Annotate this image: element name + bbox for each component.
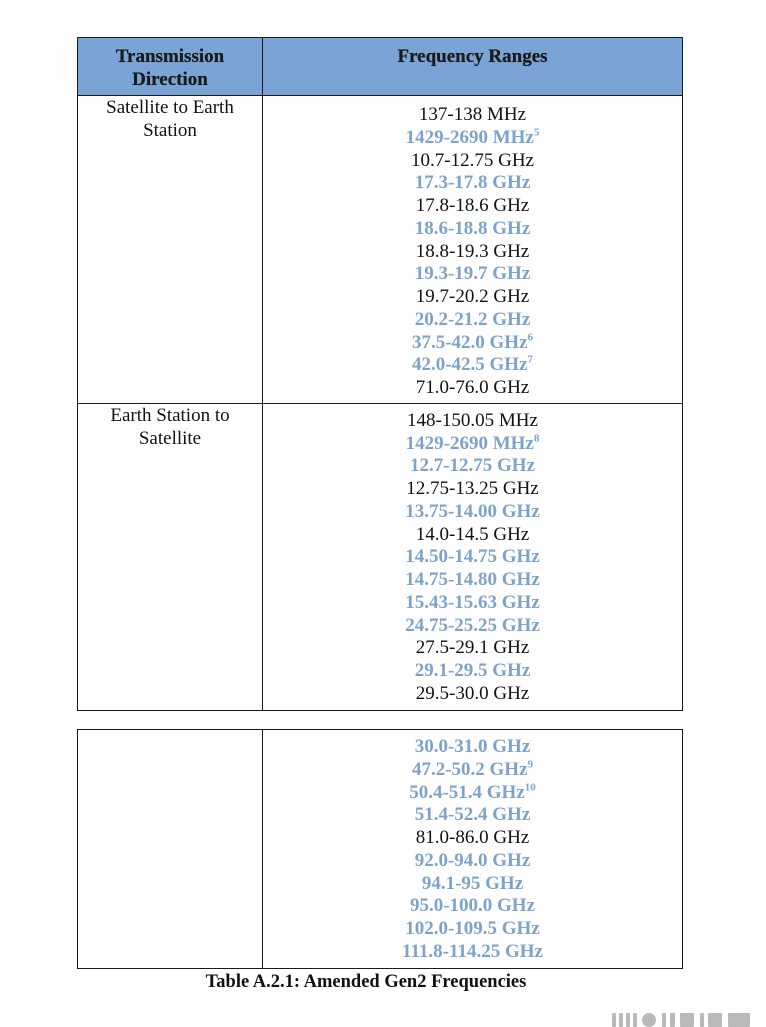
frequency-range-text: 18.8-19.3 GHz [415,240,530,262]
frequency-range-text: 12.7-12.75 GHz [409,455,536,477]
frequency-range [263,782,682,805]
frequency-range-text: 148-150.05 MHz [407,409,538,431]
frequency-range [263,377,682,400]
frequency-range [263,941,682,964]
frequency-range [263,286,682,309]
watermark-logo [612,1013,752,1027]
frequency-range [263,455,682,478]
frequency-range [263,332,682,355]
footnote-marker: 7 [527,353,534,366]
frequency-range-text: 137-138 MHz [418,104,527,125]
frequency-range-text: 95.0-100.0 GHz [409,895,536,917]
frequency-range [263,354,682,377]
frequency-range [263,104,682,127]
frequency-range [263,918,682,941]
direction-line2: Station [143,120,197,141]
frequency-range [263,433,682,456]
header-frequency-ranges: Frequency Ranges [263,38,683,96]
direction-line1: Satellite to Earth [106,97,234,118]
frequency-range-text: 30.0-31.0 GHz [414,736,531,757]
footnote-marker: 8 [533,432,540,445]
frequency-range [263,850,682,873]
frequency-range [263,873,682,896]
frequency-range-text: 15.43-15.63 GHz [405,591,540,613]
frequency-range-text: 27.5-29.1 GHz [415,637,530,659]
table-header-row [78,38,683,96]
frequency-range [263,569,682,592]
frequency-range [263,410,682,433]
frequency-range [263,172,682,195]
frequency-range [263,660,682,683]
direction-cell [78,96,263,404]
frequency-range [263,127,682,150]
footnote-marker: 5 [533,126,540,139]
frequency-range-text: 51.4-52.4 GHz [414,804,531,826]
frequency-range [263,241,682,264]
frequency-list [263,730,683,969]
footnote-marker: 6 [527,331,534,344]
frequency-list [263,403,683,710]
frequency-range [263,263,682,286]
frequency-range-text: 17.3-17.8 GHz [414,172,531,194]
frequency-range-text: 19.3-19.7 GHz [414,263,531,285]
frequency-list [263,96,683,404]
frequency-range-text: 92.0-94.0 GHz [414,849,531,871]
frequency-range-text: 14.75-14.80 GHz [405,569,540,590]
frequency-range-text: 71.0-76.0 GHz [415,377,530,398]
frequency-range [263,736,682,759]
frequency-range-text: 94.1-95 GHz [421,872,524,894]
direction-cell [78,730,263,969]
frequency-range-text: 111.8-114.25 GHz [402,940,543,962]
frequency-range-text: 13.75-14.00 GHz [405,500,540,522]
frequency-range-text: 18.6-18.8 GHz [414,217,531,239]
header-direction-line2: Direction [132,69,208,90]
frequency-range-text: 20.2-21.2 GHz [414,308,531,330]
frequency-range [263,592,682,615]
footnote-marker: 9 [527,758,534,771]
frequency-range [263,827,682,850]
frequency-range-text: 14.50-14.75 GHz [405,546,540,568]
frequency-range [263,501,682,524]
table-caption: Table A.2.1: Amended Gen2 Frequencies [205,972,527,992]
direction-cell [78,403,263,710]
frequency-table-continued [77,729,683,969]
direction-line1: Earth Station to [110,404,230,426]
frequency-range-text: 19.7-20.2 GHz [415,286,530,307]
frequency-range-text: 14.0-14.5 GHz [415,523,530,545]
frequency-range [263,615,682,638]
frequency-range [263,309,682,332]
frequency-range [263,478,682,501]
frequency-table [77,37,683,711]
header-direction-line1: Transmission [115,46,225,67]
frequency-range-text: 29.5-30.0 GHz [415,682,530,704]
table-row-satellite-to-earth [78,96,683,404]
frequency-range [263,218,682,241]
header-transmission-direction [78,38,263,96]
frequency-range-text: 10.7-12.75 GHz [411,149,534,171]
table-row-continued [78,730,683,969]
frequency-range [263,524,682,547]
frequency-range [263,804,682,827]
frequency-range-text: 81.0-86.0 GHz [415,827,530,848]
frequency-range [263,759,682,782]
frequency-range-text: 47.2-50.2 GHz [411,758,528,780]
frequency-range [263,546,682,569]
direction-line2: Satellite [138,427,202,449]
frequency-range [263,195,682,218]
frequency-range [263,683,682,706]
frequency-range-text: 102.0-109.5 GHz [405,918,540,939]
frequency-range-text: 24.75-25.25 GHz [405,614,540,636]
frequency-range-text: 42.0-42.5 GHz [411,354,528,376]
frequency-range-text: 37.5-42.0 GHz [411,331,528,353]
frequency-range [263,637,682,660]
frequency-range-text: 1429-2690 MHz [405,432,534,454]
frequency-range [263,150,682,173]
frequency-range [263,895,682,918]
table-row-earth-to-satellite [78,403,683,710]
frequency-range-text: 29.1-29.5 GHz [414,660,531,681]
frequency-range-text: 12.75-13.25 GHz [406,478,539,499]
frequency-range-text: 1429-2690 MHz [405,126,534,148]
frequency-range-text: 17.8-18.6 GHz [415,195,530,216]
footnote-marker: 10 [524,781,536,794]
frequency-range-text: 50.4-51.4 GHz [409,781,525,803]
